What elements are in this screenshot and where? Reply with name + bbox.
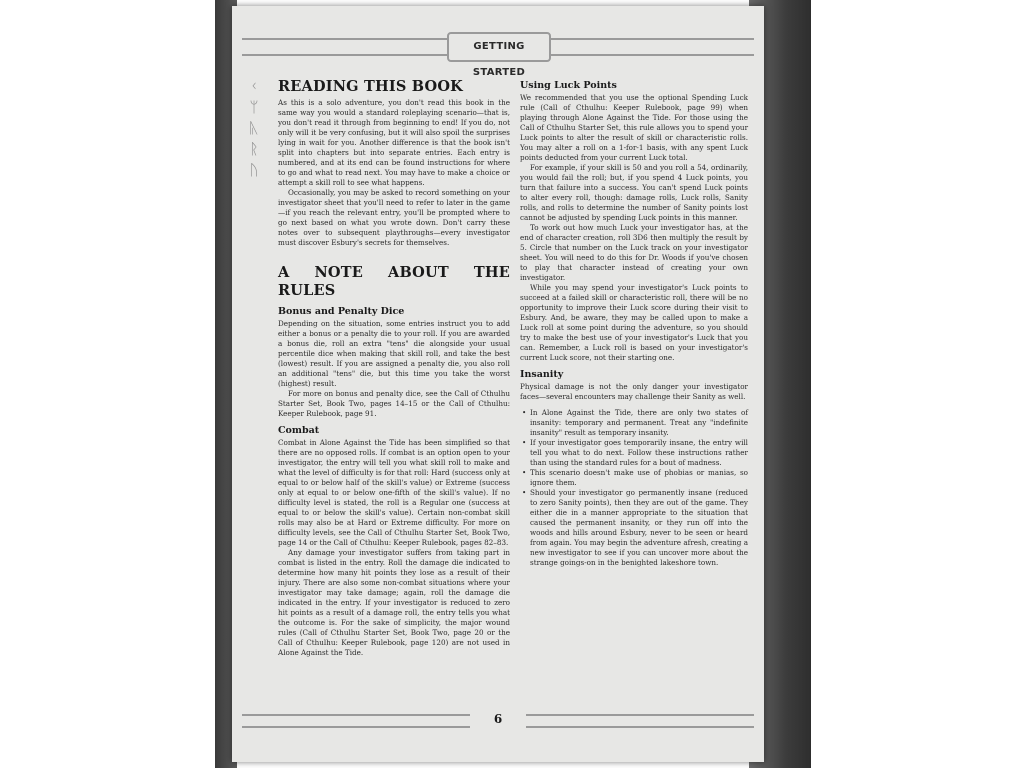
paragraph: We recommended that you use the optional Spending Luck rule (Call of Cthulhu: Keeper Rulebook, page 99) when playing through Alone Against the Tide. For those using the Call of Cthulhu Starter Set, this rule allows you to spend your Luck points to alter the result of skill or characteristic rolls. You may alter a roll on a 1-for-1 basis, with any spent Luck points deducted from your current Luck total. — [520, 93, 748, 162]
subheading-bonus-penalty: Bonus and Penalty Dice — [278, 306, 405, 317]
insanity-list — [520, 408, 748, 568]
subheading-combat: Combat — [278, 425, 320, 436]
glyph-icon: ᚱ — [249, 140, 259, 158]
paragraph: To work out how much Luck your investigator has, at the end of character creation, roll 3D6 then multiply the result by 5. Circle that number on the Luck track on your investigator sheet. You will need to do this for Dr. Woods if you've chosen to play that character instead of creating your own investigator. — [520, 223, 748, 282]
glyph-icon: ᚣ — [249, 119, 259, 137]
heading-reading-this-book: READING THIS BOOK — [278, 78, 463, 95]
page-header — [242, 32, 754, 78]
glyph-icon: ᚢ — [249, 161, 259, 179]
margin-glyphs — [242, 76, 266, 181]
paragraph: As this is a solo adventure, you don't read this book in the same way you would a standard roleplaying scenario—that is, you don't read it through from beginning to end! If you do, not only will it be very confusing, but it will also spoil the surprises lying in wait for you. Another difference is that the book isn't split into chapters but into separate entries. Each entry is numbered, and at its end can be found instructions for where to go and what to read next. You may have to make a choice or attempt a skill roll to see what happens. — [278, 98, 510, 187]
subheading-luck-points: Using Luck Points — [520, 80, 617, 91]
list-item: • This scenario doesn't make use of phobias or manias, so ignore them. — [530, 468, 748, 488]
glyph-icon: ᚲ — [249, 77, 259, 95]
list-item: • Should your investigator go permanently insane (reduced to zero Sanity points), then they are out of the game. They either die in a manner appropriate to the situation that caused the permanent insanity, or they run off into the woods and hills around Esbury, never to be seen or heard from again. You may begin the adventure afresh, creating a new investigator to see if you can uncover more about the strange goings-on in the benighted lakeshore town. — [530, 488, 748, 568]
paragraph: Combat in Alone Against the Tide has been simplified so that there are no opposed rolls. If combat is an option open to your investigator, the entry will tell you what skill roll to make and what the level of difficulty is for that roll: Hard (success only at equal to or below half of the skill's value) or Extreme (success only at equal to or below one-fifth of the skill's value). If no difficulty level is stated, the roll is a Regular one (success at equal to or below the skill's value). Certain non-combat skill rolls may also be at Hard or Extreme difficulty. For more on difficulty levels, see the Call of Cthulhu Starter Set, Book Two, page 14 or the Call of Cthulhu: Keeper Rulebook, pages 82–83. — [278, 438, 510, 547]
paragraph: While you may spend your investigator's Luck points to succeed at a failed skill or characteristic roll, there will be no opportunity to improve their Luck score during their visit to Esbury. And, be aware, they may be called upon to make a Luck roll at some point during the adventure, so you should try to make the best use of your investigator's Luck that you can. Remember, a Luck roll is based on your investigator's current Luck score, not their starting one. — [520, 283, 748, 362]
footer-rule-right — [526, 714, 754, 728]
paragraph: Physical damage is not the only danger your investigator faces—several encounters may challenge their Sanity as well. — [520, 382, 748, 401]
header-rule-left — [242, 38, 447, 56]
paragraph: Occasionally, you may be asked to record something on your investigator sheet that you'll need to refer to later in the game—if you reach the relevant entry, you'll be prompted where to go next based on what you wrote down. Don't carry these notes over to subsequent playthroughs—every investigator must discover Esbury's secrets for themselves. — [278, 188, 510, 247]
right-column — [520, 80, 748, 568]
subheading-insanity: Insanity — [520, 369, 564, 380]
paragraph: Any damage your investigator suffers from taking part in combat is listed in the entry. Roll the damage die indicated to determine how many hit points they lose as a result of their injury. There are also some non-combat situations where your investigator may take damage; again, roll the damage die indicated in the entry. If your investigator is reduced to zero hit points as a result of a damage roll, the entry tells you what the outcome is. For the sake of simplicity, the major wound rules (Call of Cthulhu Starter Set, Book Two, page 20 or the Call of Cthulhu: Keeper Rulebook, page 120) are not used in Alone Against the Tide. — [278, 548, 510, 657]
heading-note-about-rules: A NOTE ABOUT THE RULES — [278, 264, 510, 299]
list-item: • If your investigator goes temporarily insane, the entry will tell you what to do next. Follow these instructions rather than using the standard rules for a bout of madness. — [530, 438, 748, 468]
glyph-icon: ᛘ — [249, 98, 259, 116]
running-head: GETTING STARTED — [447, 32, 551, 62]
book-page — [232, 6, 764, 762]
paragraph: Depending on the situation, some entries instruct you to add either a bonus or a penalty die to your roll. If you are awarded a bonus die, roll an extra "tens" die alongside your usual percentile dice when making that skill roll, and take the best (lowest) result. If you are assigned a penalty die, you also roll an additional "tens" die, but this time you take the worst (highest) result. — [278, 319, 510, 388]
header-rule-right — [549, 38, 754, 56]
paragraph: For example, if your skill is 50 and you roll a 54, ordinarily, you would fail the roll; but, if you spend 4 Luck points, you turn that failure into a success. You can't spend Luck points to alter every roll, though: damage rolls, Luck rolls, Sanity rolls, and rolls to determine the number of Sanity points lost cannot be adjusted by spending Luck points in this manner. — [520, 163, 748, 222]
list-item: • In Alone Against the Tide, there are only two states of insanity: temporary and permanent. Treat any "indefinite insanity" result as temporary insanity. — [530, 408, 748, 438]
left-column — [278, 78, 510, 658]
page-number: 6 — [493, 712, 503, 726]
footer-rule-left — [242, 714, 470, 728]
page-footer — [242, 708, 754, 732]
paragraph: For more on bonus and penalty dice, see the Call of Cthulhu Starter Set, Book Two, pages 14–15 or the Call of Cthulhu: Keeper Rulebook, page 91. — [278, 389, 510, 418]
